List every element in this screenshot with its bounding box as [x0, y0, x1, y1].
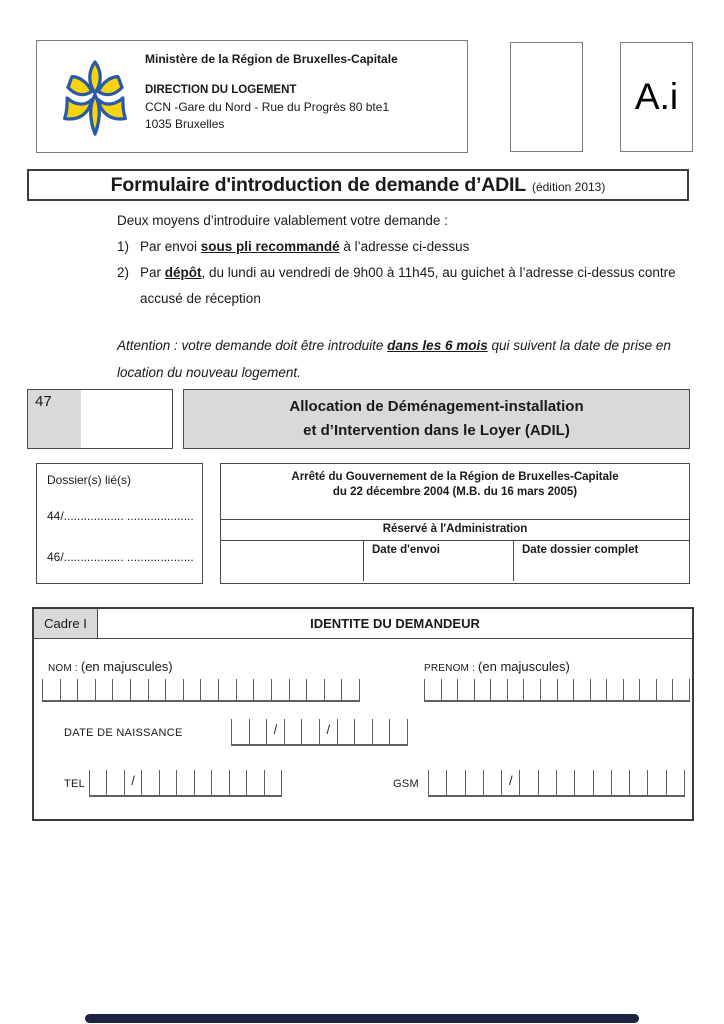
- comb-cell[interactable]: [457, 679, 474, 700]
- comb-cell[interactable]: [611, 770, 629, 795]
- comb-cell[interactable]: [284, 719, 302, 744]
- comb-cell[interactable]: [337, 719, 355, 744]
- attention-note: Attention : votre demande doit être introduite dans les 6 mois qui suivent la date de prise en location du nouveau logement.: [117, 338, 671, 380]
- form-edition: (édition 2013): [531, 180, 606, 194]
- comb-cell[interactable]: /: [124, 770, 141, 795]
- comb-cell[interactable]: [446, 770, 464, 795]
- comb-cell[interactable]: [77, 679, 95, 700]
- comb-cell[interactable]: [507, 679, 524, 700]
- adil-title-box: [183, 389, 690, 449]
- comb-cell[interactable]: [95, 679, 113, 700]
- form-code-box: [620, 42, 693, 152]
- comb-cell[interactable]: [176, 770, 193, 795]
- item1-number: 1): [117, 239, 130, 254]
- item2-text: Par dépôt, du lundi au vendredi de 9h00 à 11h45, au guichet à l’adresse ci-dessus contre accusé de réception: [140, 265, 676, 306]
- admin-empty-cell[interactable]: [221, 541, 364, 581]
- cadre1-title: IDENTITE DU DEMANDEUR: [310, 616, 480, 631]
- comb-cell[interactable]: [474, 679, 491, 700]
- date-envoi-cell[interactable]: Date d'envoi: [364, 541, 514, 581]
- prenom-label: PRENOM : (en majuscules): [424, 659, 570, 674]
- comb-cell[interactable]: [183, 679, 201, 700]
- comb-cell[interactable]: [112, 679, 130, 700]
- comb-cell[interactable]: [519, 770, 537, 795]
- item1-text: Par envoi sous pli recommandé à l’adresse ci-dessus: [140, 239, 470, 254]
- comb-cell[interactable]: [672, 679, 690, 700]
- stamp-box-empty[interactable]: [510, 42, 583, 152]
- comb-cell[interactable]: [639, 679, 656, 700]
- address-line-2: 1035 Bruxelles: [145, 117, 225, 131]
- comb-cell[interactable]: [341, 679, 360, 700]
- form-number: 47: [35, 393, 52, 410]
- item2-number: 2): [117, 265, 130, 280]
- comb-cell[interactable]: [89, 770, 106, 795]
- comb-cell[interactable]: [289, 679, 307, 700]
- comb-cell[interactable]: [130, 679, 148, 700]
- comb-cell[interactable]: [647, 770, 665, 795]
- nom-label: NOM : (en majuscules): [48, 659, 173, 674]
- comb-cell[interactable]: [523, 679, 540, 700]
- comb-cell[interactable]: [538, 770, 556, 795]
- comb-cell[interactable]: [465, 770, 483, 795]
- comb-cell[interactable]: [483, 770, 501, 795]
- comb-cell[interactable]: [540, 679, 557, 700]
- brussels-iris-logo: [49, 57, 141, 139]
- comb-cell[interactable]: [666, 770, 685, 795]
- form-code-label: A.i: [634, 76, 679, 117]
- tel-comb-field[interactable]: [89, 770, 282, 797]
- comb-cell[interactable]: [200, 679, 218, 700]
- birthdate-comb-field[interactable]: [231, 719, 408, 746]
- comb-cell[interactable]: [629, 770, 647, 795]
- comb-cell[interactable]: [106, 770, 123, 795]
- comb-cell[interactable]: [141, 770, 158, 795]
- comb-cell[interactable]: [148, 679, 166, 700]
- cadre1-box: [32, 607, 694, 821]
- intro-lead: Deux moyens d’introduire valablement votre demande :: [117, 213, 448, 228]
- nom-comb-field[interactable]: [42, 679, 360, 702]
- dossier-title: Dossier(s) lié(s): [47, 473, 131, 487]
- comb-cell[interactable]: [271, 679, 289, 700]
- comb-cell[interactable]: [246, 770, 263, 795]
- gsm-label: GSM: [393, 778, 419, 790]
- arrete-line2: du 22 décembre 2004 (M.B. du 16 mars 2005): [332, 486, 578, 498]
- comb-cell[interactable]: [354, 719, 372, 744]
- admin-table: [220, 463, 690, 584]
- comb-cell[interactable]: [211, 770, 228, 795]
- comb-cell[interactable]: /: [501, 770, 519, 795]
- address-line-1: CCN -Gare du Nord - Rue du Progrès 80 bte1: [145, 100, 390, 114]
- form-title-box: [27, 169, 689, 201]
- comb-cell[interactable]: /: [266, 719, 284, 744]
- intro-item-1: [117, 234, 695, 260]
- comb-cell[interactable]: [490, 679, 507, 700]
- birthdate-label: DATE DE NAISSANCE: [64, 727, 183, 739]
- date-dossier-complet-cell[interactable]: Date dossier complet: [522, 544, 639, 556]
- comb-cell[interactable]: [590, 679, 607, 700]
- comb-cell[interactable]: [623, 679, 640, 700]
- form-number-cell: [27, 389, 82, 449]
- comb-cell[interactable]: [159, 770, 176, 795]
- comb-cell[interactable]: [556, 770, 574, 795]
- arrete-line1: Arrêté du Gouvernement de la Région de Bruxelles-Capitale: [291, 471, 619, 483]
- intro-section: [117, 208, 695, 386]
- comb-cell[interactable]: /: [319, 719, 337, 744]
- comb-cell[interactable]: [424, 679, 441, 700]
- comb-cell[interactable]: [574, 770, 592, 795]
- comb-cell[interactable]: [264, 770, 282, 795]
- iris-flower-icon: [49, 57, 141, 139]
- comb-cell[interactable]: [557, 679, 574, 700]
- reserved-admin-row: Réservé à l'Administration: [221, 520, 689, 541]
- comb-cell[interactable]: [236, 679, 254, 700]
- comb-cell[interactable]: [231, 719, 249, 744]
- comb-cell[interactable]: [301, 719, 319, 744]
- comb-cell[interactable]: [656, 679, 673, 700]
- comb-cell[interactable]: [165, 679, 183, 700]
- comb-cell[interactable]: [60, 679, 78, 700]
- adil-title-line2: et d’Intervention dans le Loyer (ADIL): [303, 422, 570, 439]
- ministry-name: Ministère de la Région de Bruxelles-Capitale: [145, 52, 398, 66]
- cadre1-header: [34, 609, 692, 639]
- direction-name: DIRECTION DU LOGEMENT: [145, 84, 297, 96]
- intro-item-2: [117, 260, 695, 312]
- comb-cell[interactable]: [573, 679, 590, 700]
- bottom-bar-indicator[interactable]: [85, 1014, 639, 1023]
- form-number-blank-cell[interactable]: [81, 389, 173, 449]
- comb-cell[interactable]: [253, 679, 271, 700]
- comb-cell[interactable]: [194, 770, 211, 795]
- comb-cell[interactable]: [229, 770, 246, 795]
- gsm-comb-field[interactable]: [428, 770, 685, 797]
- cadre1-label: Cadre I: [34, 609, 98, 638]
- admin-dates-row: [221, 541, 689, 581]
- comb-cell[interactable]: [389, 719, 408, 744]
- comb-cell[interactable]: [593, 770, 611, 795]
- comb-cell[interactable]: [306, 679, 324, 700]
- comb-cell[interactable]: [606, 679, 623, 700]
- dossier-box: [36, 463, 203, 584]
- comb-cell[interactable]: [428, 770, 446, 795]
- comb-cell[interactable]: [42, 679, 60, 700]
- prenom-comb-field[interactable]: [424, 679, 690, 702]
- comb-cell[interactable]: [441, 679, 458, 700]
- dossier-line-44[interactable]: 44/.................. ....................: [47, 509, 194, 523]
- arrete-row: [221, 464, 689, 520]
- dossier-line-46[interactable]: 46/.................. ....................: [47, 550, 194, 564]
- tel-label: TEL: [64, 778, 86, 790]
- form-title: Formulaire d'introduction de demande d’ADIL: [110, 173, 526, 196]
- comb-cell[interactable]: [249, 719, 267, 744]
- comb-cell[interactable]: [372, 719, 390, 744]
- header-box: [36, 40, 468, 153]
- comb-cell[interactable]: [324, 679, 342, 700]
- comb-cell[interactable]: [218, 679, 236, 700]
- adil-title-line1: Allocation de Déménagement-installation: [289, 398, 584, 415]
